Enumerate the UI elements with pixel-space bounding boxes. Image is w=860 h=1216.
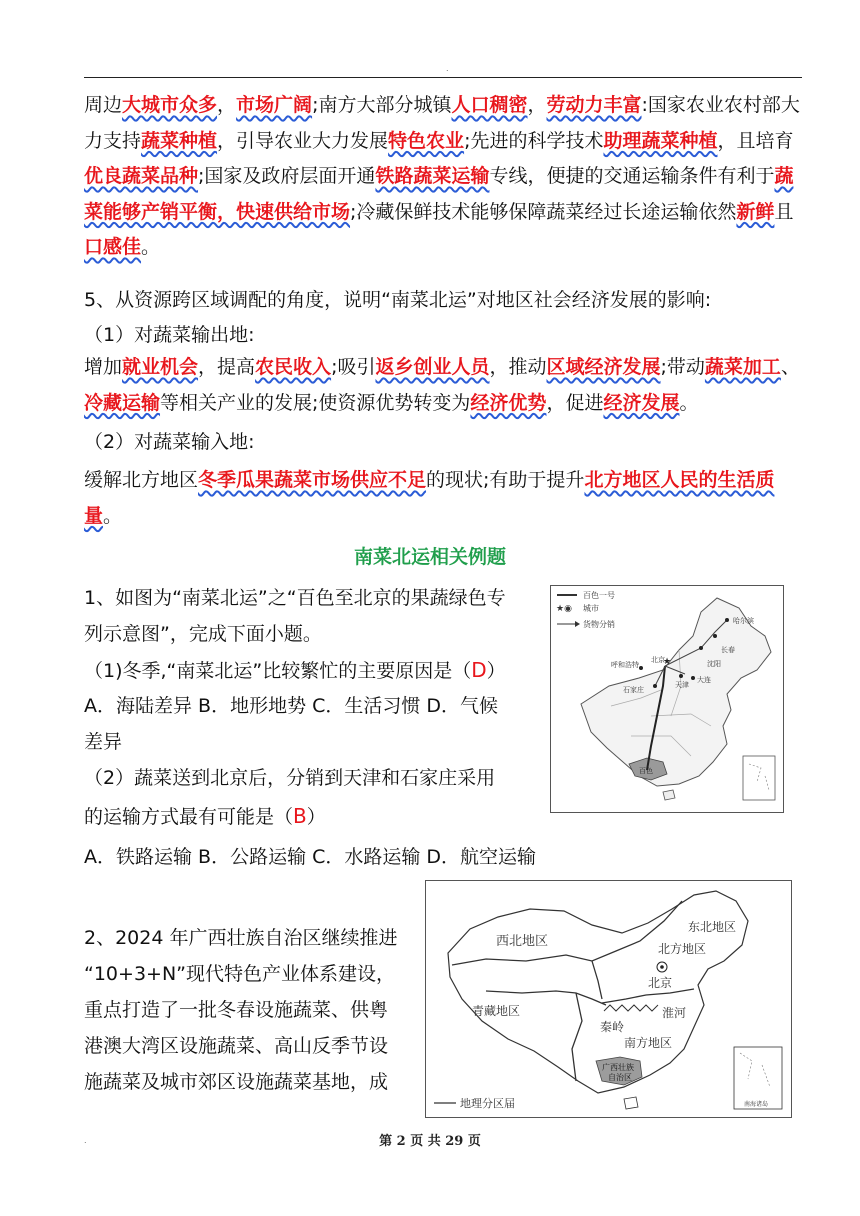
text-run: 等相关产业的发展;使资源优势转变为 (160, 391, 471, 414)
highlighted-answer-term: 北方地区人民的生活质量 (84, 469, 775, 527)
city-beijing: 北京 (651, 656, 665, 664)
text-run: ;带动 (660, 356, 705, 378)
text-run: 专线，便捷的交通运输条件有利于 (489, 165, 775, 187)
map-baise-beijing (550, 585, 784, 813)
question-5-sub1: （1）对蔬菜输出地: (84, 324, 255, 346)
label-zizhiqu: 自治区 (608, 1073, 632, 1082)
svg-text:★◉: ★◉ (556, 604, 572, 614)
example-1-q2-options: A．铁路运输 B．公路运输 C．水路运输 D．航空运输 (84, 846, 537, 868)
text-run: ， (527, 94, 547, 116)
text-run: 。 (103, 504, 123, 527)
highlighted-answer-term: 就业机会 (122, 356, 199, 378)
text-run: :国家农业农村部大力支持 (84, 94, 800, 152)
highlighted-answer-term: 特色农业 (388, 129, 465, 152)
city-harbin: 哈尔滨 (733, 617, 754, 625)
city-tianjin: 天津 (675, 681, 689, 689)
highlighted-answer-term: 口感佳 (84, 236, 142, 258)
text-run: ;吸引 (331, 356, 376, 378)
highlighted-answer-term: 蔬菜加工 (704, 356, 781, 378)
highlighted-answer-term: 农民收入 (255, 356, 332, 378)
highlighted-answer-term: 蔬菜种植 (141, 129, 218, 152)
header-dot: . (446, 64, 449, 73)
highlighted-answer-term: 人口稠密 (451, 94, 528, 116)
example-1-q1-options-cont: 差异 (84, 731, 123, 753)
label-northwest: 西北地区 (496, 934, 549, 949)
svg-text:★: ★ (663, 657, 672, 667)
highlighted-answer-term: 新鲜 (736, 200, 775, 223)
text-run: 周边 (84, 94, 123, 116)
legend-region-boundary: 地理分区届 (460, 1097, 515, 1110)
question-5-title: 5、从资源跨区域调配的角度，说明“南菜北运”对地区社会经济发展的影响: (84, 289, 712, 311)
text-run: ，促进 (546, 391, 604, 414)
city-changchun: 长春 (721, 646, 735, 654)
answer-paragraph-4 (84, 88, 804, 266)
text-run: 缓解北方地区 (84, 469, 199, 491)
section-title: 南菜北运相关例题 (353, 546, 506, 568)
label-north: 北方地区 (658, 942, 707, 956)
text-run: ， (217, 94, 237, 116)
label-huaihe: 淮河 (662, 1006, 687, 1020)
text-run: 的现状;有助于提升 (426, 469, 585, 491)
text-run: 、 (780, 356, 800, 378)
example-2-line1: 2、2024 年广西壮族自治区继续推进 (84, 927, 398, 949)
example-1-line1: 1、如图为“南菜北运”之“百色至北京的果蔬绿色专 (84, 587, 506, 609)
label-beijing: 北京 (648, 976, 673, 990)
inset-south-sea-islands: 南海诸岛 (744, 1101, 769, 1108)
label-northeast: 东北地区 (688, 920, 737, 934)
example-2-line3: 重点打造了一批冬春设施蔬菜、供粤 (84, 999, 389, 1021)
highlighted-answer-term: 大城市众多 (122, 94, 218, 116)
text-run: ;冷藏保鲜技术能够保障蔬菜经过长途运输依然 (350, 200, 737, 223)
question-2-answer: B (293, 804, 307, 828)
highlighted-answer-term: 市场广阔 (236, 94, 313, 116)
question-5-answer-2 (84, 463, 804, 534)
map-geographic-regions (425, 880, 792, 1118)
text-run: ;南方大部分城镇 (312, 94, 452, 116)
highlighted-answer-term: 劳动力丰富 (546, 94, 642, 116)
text-run: 。 (679, 391, 699, 414)
highlighted-answer-term: 冬季瓜果蔬菜市场供应不足 (198, 469, 427, 491)
text-run: ;国家及政府层面开通 (198, 165, 376, 187)
question-1-answer: D (471, 658, 487, 682)
highlighted-answer-term: 经济优势 (470, 391, 547, 414)
city-dalian: 大连 (697, 676, 711, 684)
highlighted-answer-term: 助理蔬菜种植 (603, 129, 718, 152)
text-run: ，推动 (489, 356, 547, 378)
text-run: ，提高 (198, 356, 256, 378)
highlighted-answer-term: 蔬菜能够产销平衡，快速供给市场 (84, 165, 794, 223)
footer-dot: . (84, 1136, 87, 1145)
highlighted-answer-term: 返乡创业人员 (375, 356, 490, 378)
question-5-answer-1 (84, 350, 804, 421)
city-hohhot: 呼和浩特 (611, 661, 639, 669)
text-run: ;先进的科学技术 (464, 129, 604, 152)
highlighted-answer-term: 优良蔬菜品种 (84, 165, 199, 187)
text-run: 且 (774, 200, 794, 223)
label-guangxi: 广西壮族 (602, 1063, 634, 1072)
example-2-line4: 港澳大湾区设施蔬菜、高山反季节设 (84, 1035, 389, 1057)
example-1-line2: 列示意图”，完成下面小题。 (84, 623, 322, 645)
question-5-sub2: （2）对蔬菜输入地: (84, 431, 255, 453)
text-run: 。 (141, 236, 161, 258)
text-run: ，引导农业大力发展 (217, 129, 389, 152)
highlighted-answer-term: 区域经济发展 (546, 356, 661, 378)
example-1-question-2b: 的运输方式最有可能是（B） (84, 804, 326, 828)
example-2-line5: 施蔬菜及城市郊区设施蔬菜基地，成 (84, 1071, 389, 1093)
example-2-line2: “10+3+N”现代特色产业体系建设， (84, 963, 396, 985)
text-run: ，且培育 (717, 129, 794, 152)
page-footer: 第 2 页 共 29 页 (379, 1134, 481, 1149)
highlighted-answer-term: 铁路蔬菜运输 (375, 165, 490, 187)
example-1-question-1: （1)冬季,“南菜北运”比较繁忙的主要原因是（D） (84, 658, 506, 682)
legend-label-distribution: 货物分销 (583, 620, 615, 629)
label-south: 南方地区 (624, 1036, 673, 1050)
highlighted-answer-term: 经济发展 (603, 391, 680, 414)
label-qinling: 秦岭 (600, 1020, 625, 1034)
text-run: 增加 (84, 356, 123, 378)
legend-label-train: 百色一号 (583, 591, 615, 600)
city-shenyang: 沈阳 (707, 660, 721, 668)
example-1-q1-options: A．海陆差异 B．地形地势 C．生活习惯 D．气候 (84, 695, 499, 717)
highlighted-answer-term: 冷藏运输 (84, 391, 161, 414)
city-baise: 百色 (639, 767, 653, 775)
example-1-question-2: （2）蔬菜送到北京后，分销到天津和石家庄采用 (84, 767, 496, 789)
label-qingzang: 青藏地区 (472, 1004, 521, 1018)
legend-label-city: 城市 (583, 604, 599, 613)
header-rule (84, 77, 802, 78)
city-shijiazhuang: 石家庄 (623, 686, 644, 694)
